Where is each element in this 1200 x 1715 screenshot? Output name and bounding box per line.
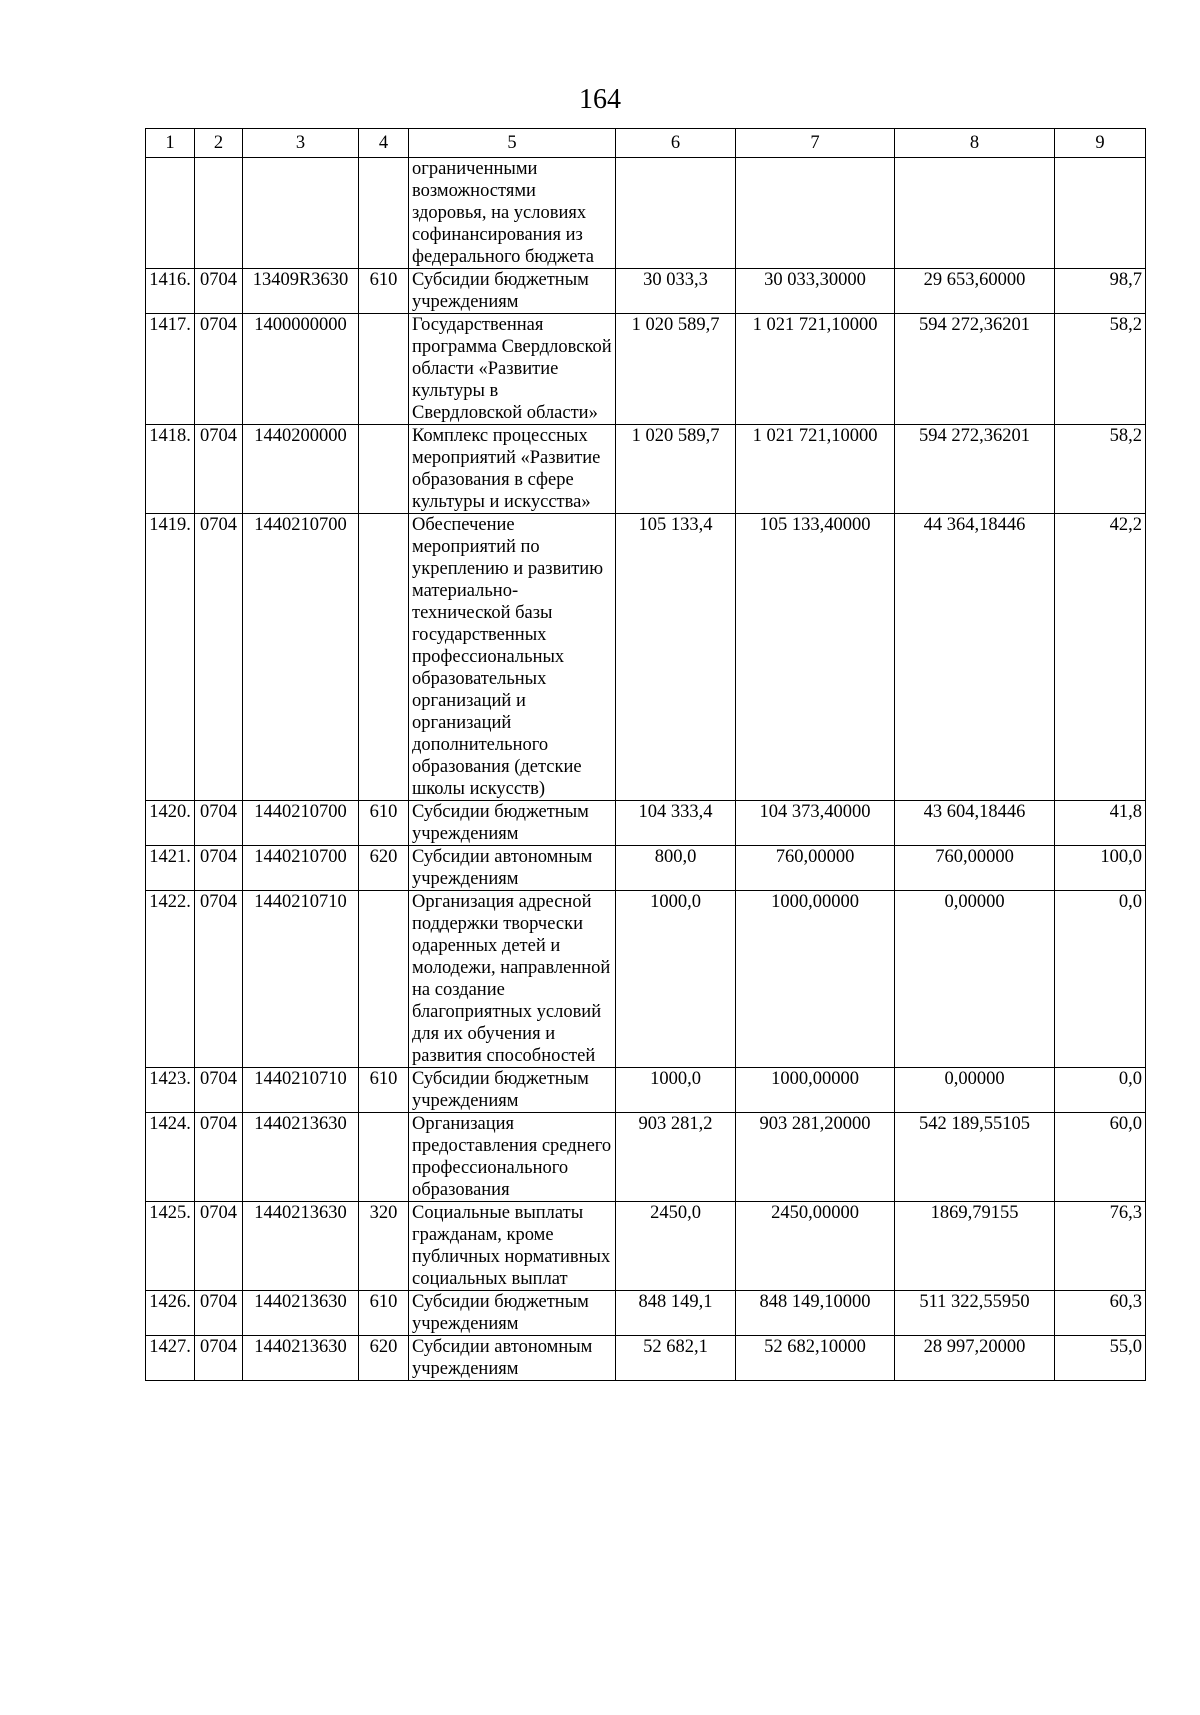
target-article-code: 1440200000: [243, 425, 359, 514]
expense-type-code: [359, 1113, 409, 1202]
execution-percent: 60,0: [1055, 1113, 1146, 1202]
expense-type-code: [359, 314, 409, 425]
approved-amount: 800,0: [616, 846, 736, 891]
executed-amount: 542 189,55105: [895, 1113, 1055, 1202]
row-number: 1418.: [146, 425, 195, 514]
column-header: 5: [409, 129, 616, 158]
table-row: [146, 1336, 1146, 1381]
item-name: Комплекс процессных мероприятий «Развитие образования в сфере культуры и искусства»: [409, 425, 616, 514]
section-code: [195, 158, 243, 269]
execution-percent: 98,7: [1055, 269, 1146, 314]
execution-percent: 60,3: [1055, 1291, 1146, 1336]
item-name: Государственная программа Свердловской области «Развитие культуры в Свердловской области»: [409, 314, 616, 425]
approved-amount: 52 682,1: [616, 1336, 736, 1381]
executed-amount: 1869,79155: [895, 1202, 1055, 1291]
refined-amount: 104 373,40000: [736, 801, 895, 846]
item-name: Субсидии бюджетным учреждениям: [409, 1291, 616, 1336]
item-name: Организация предоставления среднего профессионального образования: [409, 1113, 616, 1202]
executed-amount: 594 272,36201: [895, 314, 1055, 425]
section-code: 0704: [195, 1202, 243, 1291]
row-number: 1425.: [146, 1202, 195, 1291]
execution-percent: 42,2: [1055, 514, 1146, 801]
target-article-code: 1440213630: [243, 1291, 359, 1336]
table-row: [146, 1068, 1146, 1113]
target-article-code: 1440210700: [243, 514, 359, 801]
execution-percent: 100,0: [1055, 846, 1146, 891]
execution-percent: [1055, 158, 1146, 269]
expense-type-code: 610: [359, 1068, 409, 1113]
row-number: 1416.: [146, 269, 195, 314]
table-row: [146, 269, 1146, 314]
refined-amount: 1 021 721,10000: [736, 314, 895, 425]
item-name: Субсидии бюджетным учреждениям: [409, 801, 616, 846]
section-code: 0704: [195, 514, 243, 801]
executed-amount: 43 604,18446: [895, 801, 1055, 846]
section-code: 0704: [195, 1113, 243, 1202]
expense-type-code: [359, 425, 409, 514]
approved-amount: 105 133,4: [616, 514, 736, 801]
item-name: Субсидии бюджетным учреждениям: [409, 269, 616, 314]
execution-percent: 58,2: [1055, 425, 1146, 514]
row-number: 1419.: [146, 514, 195, 801]
table-row: [146, 801, 1146, 846]
approved-amount: 1 020 589,7: [616, 314, 736, 425]
target-article-code: 1440210700: [243, 801, 359, 846]
section-code: 0704: [195, 801, 243, 846]
table-row: [146, 158, 1146, 269]
row-number: 1426.: [146, 1291, 195, 1336]
item-name: Организация адресной поддержки творчески одаренных детей и молодежи, направленной на создание благоприятных условий для их обучения и развития способностей: [409, 891, 616, 1068]
execution-percent: 0,0: [1055, 1068, 1146, 1113]
table-row: [146, 1113, 1146, 1202]
item-name: Субсидии автономным учреждениям: [409, 846, 616, 891]
expense-type-code: 610: [359, 1291, 409, 1336]
expense-type-code: [359, 514, 409, 801]
refined-amount: 848 149,10000: [736, 1291, 895, 1336]
refined-amount: 30 033,30000: [736, 269, 895, 314]
refined-amount: [736, 158, 895, 269]
refined-amount: 1000,00000: [736, 891, 895, 1068]
approved-amount: 1000,0: [616, 1068, 736, 1113]
target-article-code: [243, 158, 359, 269]
target-article-code: 1400000000: [243, 314, 359, 425]
approved-amount: 1000,0: [616, 891, 736, 1068]
executed-amount: 594 272,36201: [895, 425, 1055, 514]
approved-amount: 1 020 589,7: [616, 425, 736, 514]
expense-type-code: 620: [359, 846, 409, 891]
execution-percent: 58,2: [1055, 314, 1146, 425]
header-row: [146, 129, 1146, 158]
item-name: Субсидии автономным учреждениям: [409, 1336, 616, 1381]
executed-amount: 760,00000: [895, 846, 1055, 891]
column-header: 3: [243, 129, 359, 158]
approved-amount: 104 333,4: [616, 801, 736, 846]
executed-amount: 511 322,55950: [895, 1291, 1055, 1336]
section-code: 0704: [195, 425, 243, 514]
executed-amount: 0,00000: [895, 1068, 1055, 1113]
item-name: Субсидии бюджетным учреждениям: [409, 1068, 616, 1113]
item-name: ограниченными возможностями здоровья, на условиях софинансирования из федерального бюджета: [409, 158, 616, 269]
row-number: 1427.: [146, 1336, 195, 1381]
item-name: Социальные выплаты гражданам, кроме публичных нормативных социальных выплат: [409, 1202, 616, 1291]
table-row: [146, 1202, 1146, 1291]
expense-type-code: [359, 891, 409, 1068]
refined-amount: 52 682,10000: [736, 1336, 895, 1381]
column-header: 8: [895, 129, 1055, 158]
target-article-code: 1440213630: [243, 1336, 359, 1381]
refined-amount: 2450,00000: [736, 1202, 895, 1291]
table-body: [146, 158, 1146, 1381]
expense-type-code: 610: [359, 801, 409, 846]
execution-percent: 0,0: [1055, 891, 1146, 1068]
row-number: [146, 158, 195, 269]
target-article-code: 1440213630: [243, 1113, 359, 1202]
table-row: [146, 314, 1146, 425]
section-code: 0704: [195, 314, 243, 425]
column-header: 6: [616, 129, 736, 158]
approved-amount: 2450,0: [616, 1202, 736, 1291]
execution-percent: 76,3: [1055, 1202, 1146, 1291]
execution-percent: 55,0: [1055, 1336, 1146, 1381]
target-article-code: 13409R3630: [243, 269, 359, 314]
table-row: [146, 846, 1146, 891]
expense-type-code: 320: [359, 1202, 409, 1291]
refined-amount: 1000,00000: [736, 1068, 895, 1113]
column-header: 1: [146, 129, 195, 158]
budget-table: [145, 128, 1146, 1381]
executed-amount: 29 653,60000: [895, 269, 1055, 314]
row-number: 1417.: [146, 314, 195, 425]
row-number: 1424.: [146, 1113, 195, 1202]
executed-amount: 28 997,20000: [895, 1336, 1055, 1381]
target-article-code: 1440210710: [243, 891, 359, 1068]
target-article-code: 1440210700: [243, 846, 359, 891]
table-row: [146, 514, 1146, 801]
approved-amount: [616, 158, 736, 269]
row-number: 1422.: [146, 891, 195, 1068]
item-name: Обеспечение мероприятий по укреплению и развитию материально-технической базы государственных профессиональных образовательных организаций и организаций дополнительного образования (детские школы искусств): [409, 514, 616, 801]
column-header: 4: [359, 129, 409, 158]
column-header: 9: [1055, 129, 1146, 158]
table-row: [146, 1291, 1146, 1336]
section-code: 0704: [195, 846, 243, 891]
row-number: 1423.: [146, 1068, 195, 1113]
section-code: 0704: [195, 1068, 243, 1113]
approved-amount: 903 281,2: [616, 1113, 736, 1202]
row-number: 1421.: [146, 846, 195, 891]
refined-amount: 105 133,40000: [736, 514, 895, 801]
column-header: 2: [195, 129, 243, 158]
section-code: 0704: [195, 269, 243, 314]
section-code: 0704: [195, 1291, 243, 1336]
executed-amount: 0,00000: [895, 891, 1055, 1068]
execution-percent: 41,8: [1055, 801, 1146, 846]
row-number: 1420.: [146, 801, 195, 846]
executed-amount: [895, 158, 1055, 269]
executed-amount: 44 364,18446: [895, 514, 1055, 801]
approved-amount: 30 033,3: [616, 269, 736, 314]
section-code: 0704: [195, 891, 243, 1068]
refined-amount: 903 281,20000: [736, 1113, 895, 1202]
refined-amount: 1 021 721,10000: [736, 425, 895, 514]
expense-type-code: [359, 158, 409, 269]
section-code: 0704: [195, 1336, 243, 1381]
expense-type-code: 620: [359, 1336, 409, 1381]
target-article-code: 1440213630: [243, 1202, 359, 1291]
table-row: [146, 425, 1146, 514]
table-row: [146, 891, 1146, 1068]
expense-type-code: 610: [359, 269, 409, 314]
column-header: 7: [736, 129, 895, 158]
approved-amount: 848 149,1: [616, 1291, 736, 1336]
refined-amount: 760,00000: [736, 846, 895, 891]
target-article-code: 1440210710: [243, 1068, 359, 1113]
page-number: 164: [579, 84, 621, 115]
